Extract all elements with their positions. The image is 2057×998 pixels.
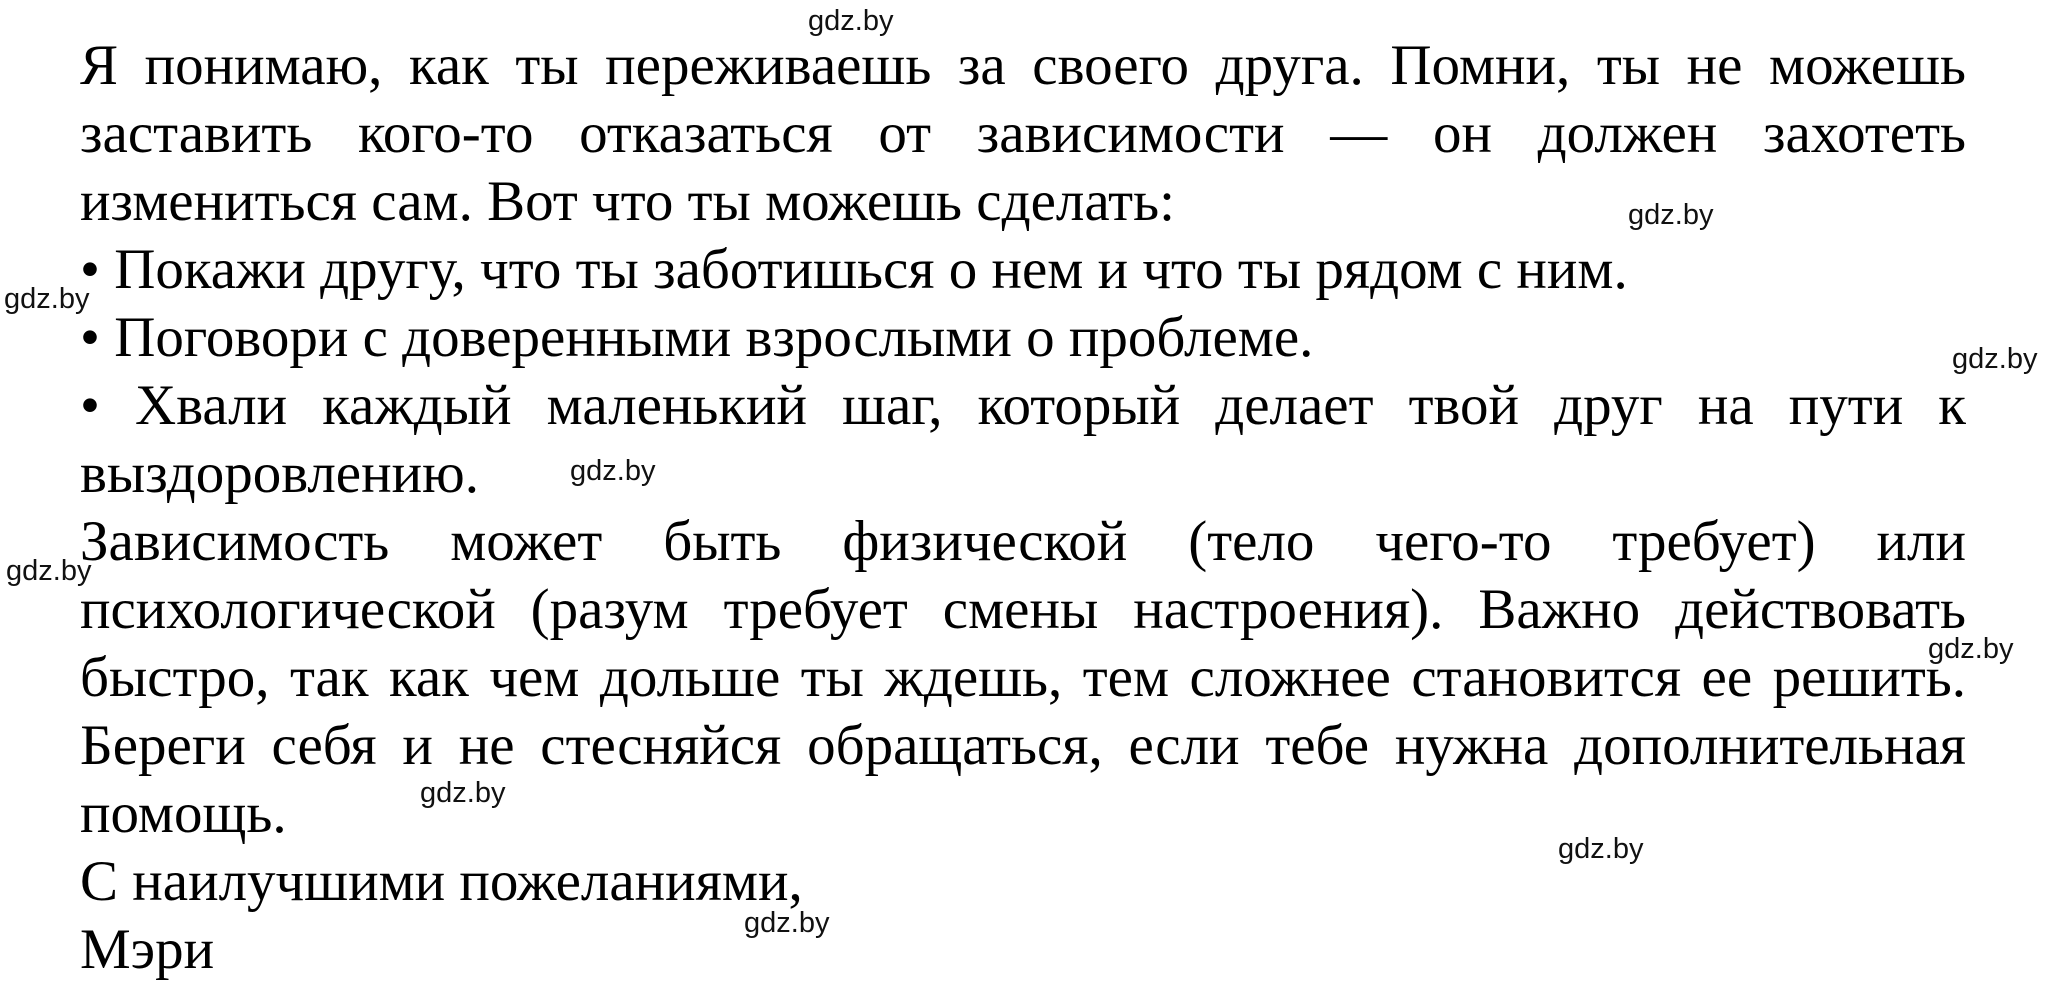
watermark-text: gdz.by [570,455,656,487]
watermark-text: gdz.by [1952,343,2038,375]
signature-name: Мэри [80,918,215,981]
text-line-2: заставить кого-то отказаться от зависимости — он должен захотеть [80,102,1966,165]
watermark-text: gdz.by [1558,833,1644,865]
closing-line: С наилучшими пожеланиями, [80,850,803,913]
bullet-item-1: • Покажи другу, что ты заботишься о нем и что ты рядом с ним. [80,238,1628,301]
bullet-item-3-continuation: выздоровлению. [80,442,479,505]
watermark-text: gdz.by [6,555,92,587]
text-line-12: помощь. [80,782,287,845]
text-line-1: Я понимаю, как ты переживаешь за своего друга. Помни, ты не можешь [80,34,1966,97]
watermark-text: gdz.by [4,283,90,315]
bullet-item-3: • Хвали каждый маленький шаг, который делает твой друг на пути к [80,374,1966,437]
watermark-text: gdz.by [808,5,894,37]
text-line-8: Зависимость может быть физической (тело чего-то требует) или [80,510,1966,573]
text-line-10: быстро, так как чем дольше ты ждешь, тем сложнее становится ее решить. [80,646,1966,709]
watermark-text: gdz.by [420,777,506,809]
text-line-3: измениться сам. Вот что ты можешь сделать: [80,170,1175,233]
bullet-item-2: • Поговори с доверенными взрослыми о проблеме. [80,306,1314,369]
watermark-text: gdz.by [1628,199,1714,231]
text-line-9: психологической (разум требует смены настроения). Важно действовать [80,578,1966,641]
watermark-text: gdz.by [1928,633,2014,665]
text-line-11: Береги себя и не стесняйся обращаться, если тебе нужна дополнительная [80,714,1966,777]
watermark-text: gdz.by [744,907,830,939]
